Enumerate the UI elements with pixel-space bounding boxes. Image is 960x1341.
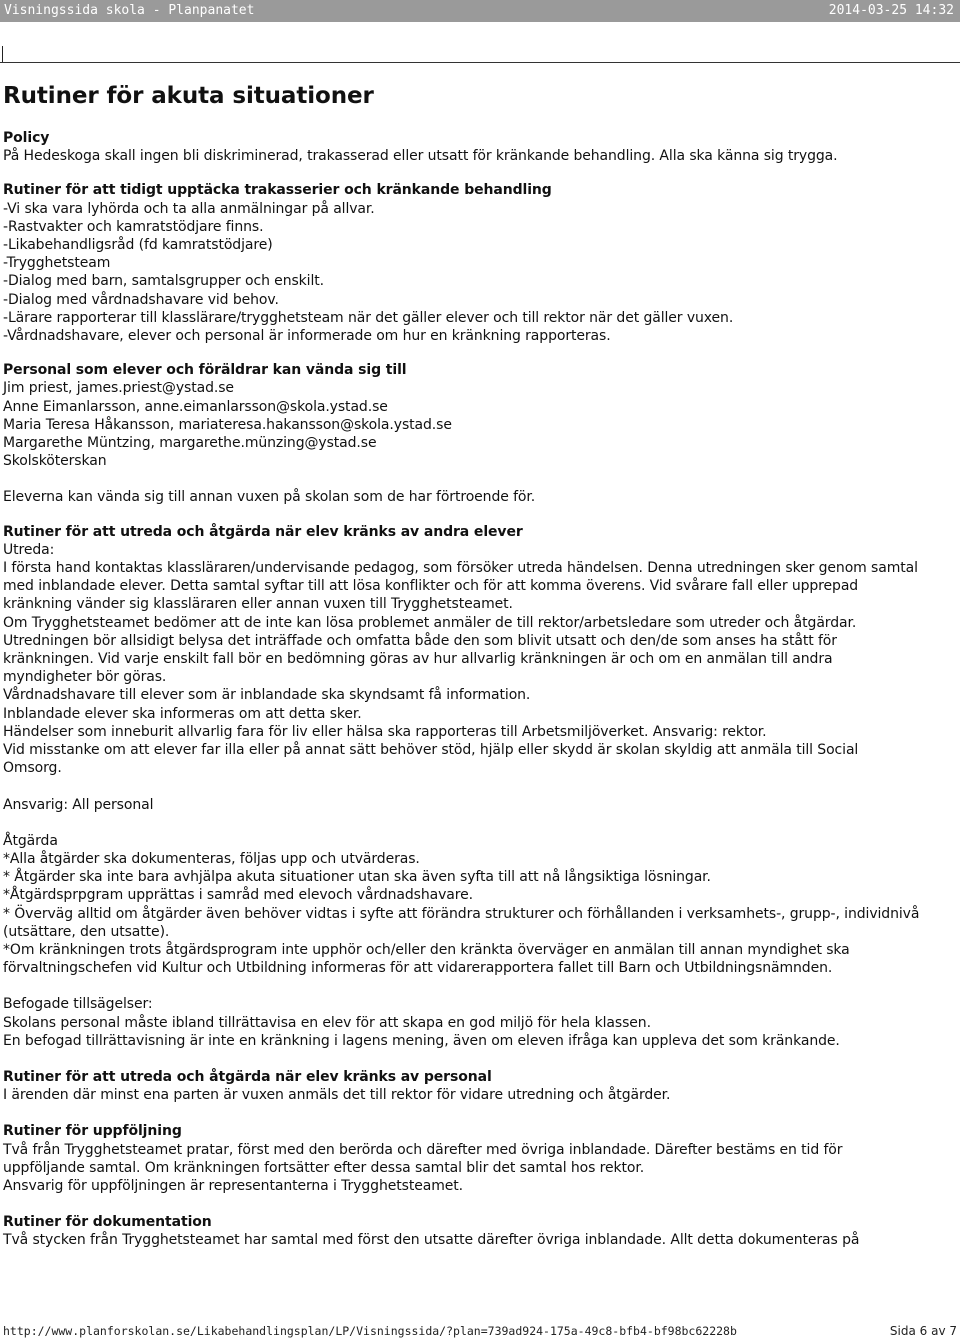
tidigt-line: -Likabehandligsråd (fd kamratstödjare) xyxy=(3,237,273,254)
befogade-line: Skolans personal måste ibland tillrättavisa en elev för att skapa en god miljö för hela klassen. xyxy=(3,1014,651,1031)
print-footer xyxy=(0,1322,960,1341)
source-url: http://www.planforskolan.se/Likabehandlingsplan/LP/Visningssida/?plan=739ad924-175a-49c8-bfb4-bf98bc62228b xyxy=(3,1324,737,1338)
befogade-line: En befogad tillrättavisning är inte en kränkning i lagens mening, även om eleven ifråga kan uppleva det som kränkande. xyxy=(3,1032,840,1049)
uppfoljning-line: uppföljande samtal. Om kränkningen fortsätter efter dessa samtal blir det samtal hos rektor. xyxy=(3,1159,645,1176)
tidigt-line: -Dialog med vårdnadshavare vid behov. xyxy=(3,291,279,308)
uppfoljning-heading: Rutiner för uppföljning xyxy=(3,1123,182,1140)
contact-line: Skolsköterskan xyxy=(3,453,107,470)
utreda-line: med inblandade elever. Detta samtal syftar till att lösa konflikter och för att komma överens. Vid svårare fall eller upprepad xyxy=(3,578,859,595)
utreda-line: Händelser som inneburit allvarlig fara för liv eller hälsa ska rapporteras till Arbetsmiljöverket. Ansvarig: rektor. xyxy=(3,723,767,740)
utreda-line: myndigheter bör göras. xyxy=(3,669,167,686)
tidigt-line: -Vårdnadshavare, elever och personal är informerade om hur en kränkning rapporteras. xyxy=(3,328,611,345)
corner-mark xyxy=(2,46,17,63)
utreda-line: Utredningen bör allsidigt belysa det inträffade och omfatta både den som blivit utsatt och den/de som anses ha stått för xyxy=(3,632,837,649)
utreda-line: kränkning vänder sig klassläraren eller annan vuxen till Trygghetsteamet. xyxy=(3,596,513,613)
utreda-line: kränkningen. Vid varje enskilt fall bör en bedömning göras av hur allvarlig kränkningen är och om en anmälan till andra xyxy=(3,651,833,668)
contact-line: Margarethe Müntzing, margarethe.münzing@ystad.se xyxy=(3,435,377,452)
tidigt-line: -Lärare rapporterar till klasslärare/trygghetsteam när det gäller elever och till rektor när det gäller vuxen. xyxy=(3,309,734,326)
atgarda-line: (utsättare, den utsatte). xyxy=(3,923,170,940)
tidigt-line: -Trygghetsteam xyxy=(3,255,111,272)
header-rule xyxy=(0,62,960,63)
utreda-line: Omsorg. xyxy=(3,760,62,777)
policy-heading: Policy xyxy=(3,130,50,146)
contact-line: Jim priest, james.priest@ystad.se xyxy=(3,380,234,397)
atgarda-line: *Om kränkningen trots åtgärdsprogram inte upphör och/eller den kränkta överväger en anmälan till annan myndighet ska xyxy=(3,941,850,958)
utreda-line: I första hand kontaktas klassläraren/undervisande pedagog, som försöker utreda händelsen. Denna utredningen sker genom samtal xyxy=(3,560,918,577)
print-header xyxy=(0,0,960,22)
page-indicator: Sida 6 av 7 xyxy=(889,1324,957,1338)
document-title: Visningssida skola - Planpanatet xyxy=(4,3,255,18)
utreda-line: Vid misstanke om att elever far illa eller på annat sätt behöver stöd, hjälp eller skydd är skolan skyldig att anmäla till Social xyxy=(3,742,859,759)
uppfoljning-line: Två från Trygghetsteamet pratar, först med den berörda och därefter med övriga inblandade. Därefter bestäms en tid för xyxy=(3,1141,843,1158)
tidigt-heading: Rutiner för att tidigt upptäcka trakasserier och kränkande behandling xyxy=(3,182,552,199)
utreda-personal-heading: Rutiner för att utreda och åtgärda när elev kränks av personal xyxy=(3,1068,492,1085)
personal-note: Eleverna kan vända sig till annan vuxen på skolan som de har förtroende för. xyxy=(3,489,536,506)
contact-line: Anne Eimanlarsson, anne.eimanlarsson@skola.ystad.se xyxy=(3,398,388,415)
utreda-personal-text: I ärenden där minst ena parten är vuxen anmäls det till rektor för vidare utredning och åtgärder. xyxy=(3,1087,671,1104)
atgarda-line: * Åtgärder ska inte bara avhjälpa akuta situationer utan ska även syfta till att nå långsiktiga lösningar. xyxy=(3,869,711,886)
uppfoljning-line: Ansvarig för uppföljningen är representanterna i Trygghetsteamet. xyxy=(3,1177,463,1194)
policy-text: På Hedeskoga skall ingen bli diskriminerad, trakasserad eller utsatt för kränkande behandling. Alla ska känna sig trygga. xyxy=(3,148,838,165)
ansvarig-line: Ansvarig: All personal xyxy=(3,796,154,813)
atgarda-line: *Alla åtgärder ska dokumenteras, följas upp och utvärderas. xyxy=(3,850,420,867)
personal-heading: Personal som elever och föräldrar kan vända sig till xyxy=(3,362,407,379)
tidigt-line: -Vi ska vara lyhörda och ta alla anmälningar på allvar. xyxy=(3,200,375,217)
print-timestamp: 2014-03-25 14:32 xyxy=(828,3,954,18)
dokumentation-heading: Rutiner för dokumentation xyxy=(3,1214,212,1231)
utreda-line: Utreda: xyxy=(3,541,55,558)
atgarda-line: förvaltningschefen vid Kultur och Utbildning informeras för att vidarerapportera fallet till Barn och Utbildningsnämnden. xyxy=(3,960,833,977)
utreda-line: Inblandade elever ska informeras om att detta sker. xyxy=(3,705,362,722)
page-title: Rutiner för akuta situationer xyxy=(3,83,374,109)
atgarda-line: *Åtgärdsprpgram upprättas i samråd med elevoch vårdnadshavare. xyxy=(3,887,473,904)
tidigt-line: -Rastvakter och kamratstödjare finns. xyxy=(3,218,264,235)
befogade-line: Befogade tillsägelser: xyxy=(3,996,153,1013)
utreda-line: Vårdnadshavare till elever som är inblandade ska skyndsamt få information. xyxy=(3,687,531,704)
atgarda-line: * Överväg alltid om åtgärder även behöver vidtas i syfte att förändra strukturer och förhållanden i verksamhets-, grupp-, individnivå xyxy=(3,905,920,922)
utreda-line: Om Trygghetsteamet bedömer att de inte kan lösa problemet anmäler de till rektor/arbetsledare som utreder och åtgärdar. xyxy=(3,614,857,631)
tidigt-line: -Dialog med barn, samtalsgrupper och enskilt. xyxy=(3,273,324,290)
dokumentation-text: Två stycken från Trygghetsteamet har samtal med först den utsatte därefter övriga inblandade. Allt detta dokumenteras på xyxy=(3,1232,860,1249)
document-body xyxy=(3,80,958,1250)
atgarda-line: Åtgärda xyxy=(3,832,58,849)
utreda-elever-heading: Rutiner för att utreda och åtgärda när elev kränks av andra elever xyxy=(3,523,523,540)
contact-line: Maria Teresa Håkansson, mariateresa.hakansson@skola.ystad.se xyxy=(3,416,452,433)
